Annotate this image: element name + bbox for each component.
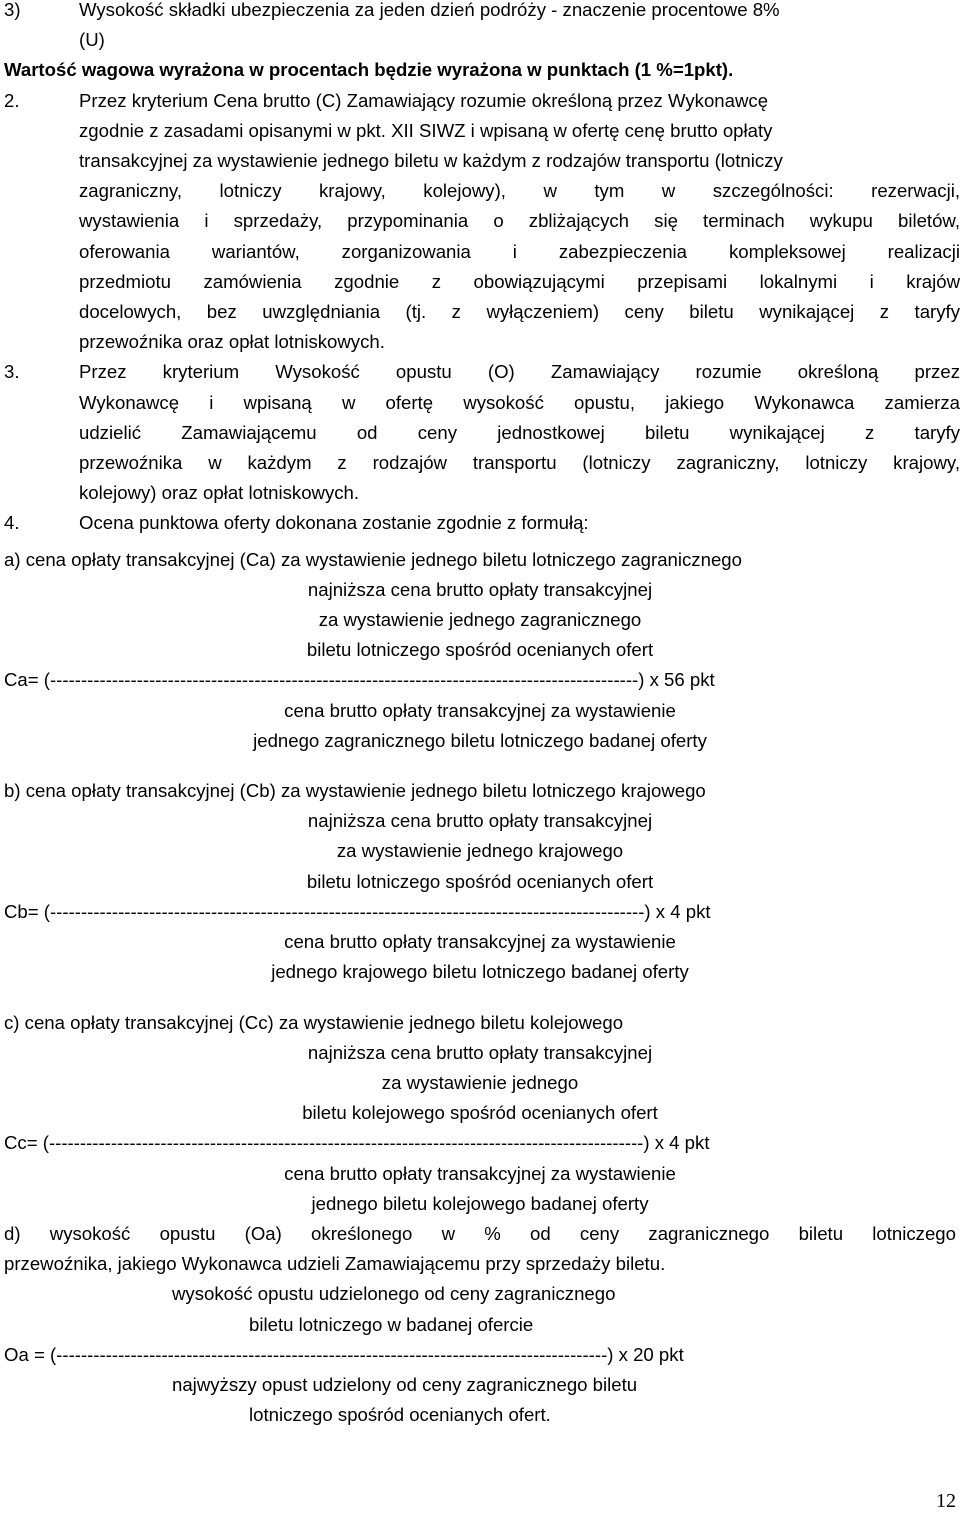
- formula-b-equation: Cb= (------------------------------------------------------------------------------------------------) x 4 pkt: [4, 900, 711, 922]
- formula-c-denominator: jednego biletu kolejowego badanej oferty: [311, 1192, 649, 1214]
- paragraph-3-line: Wykonawcę i wpisaną w ofertę wysokość opustu, jakiego Wykonawca zamierza: [79, 391, 960, 413]
- formula-b-numerator: za wystawienie jednego krajowego: [336, 840, 624, 862]
- formula-a-numerator: najniższa cena brutto opłaty transakcyjnej: [307, 578, 653, 600]
- formula-d-denominator: najwyższy opust udzielony od ceny zagranicznego biletu: [172, 1373, 638, 1395]
- formula-c-heading: c) cena opłaty transakcyjnej (Cc) za wystawienie jednego biletu kolejowego: [4, 1011, 624, 1033]
- item-3-line-1: 3) Wysokość składki ubezpieczenia za jeden dzień podróży - znaczenie procentowe 8%: [0, 0, 960, 25]
- formula-a-numerator: biletu lotniczego spośród ocenianych ofert: [306, 639, 654, 661]
- paragraph-2: [0, 86, 960, 358]
- formula-a-denominator: jednego zagranicznego biletu lotniczego badanej oferty: [253, 729, 707, 751]
- item-3-number: 3): [4, 0, 21, 20]
- formula-b-heading: b) cena opłaty transakcyjnej (Cb) za wystawienie jednego biletu lotniczego krajowego: [4, 780, 706, 802]
- paragraph-2-line: wystawienia i sprzedaży, przypominania o zbliżających się terminach wykupu biletów,: [79, 210, 960, 232]
- paragraph-2-line: oferowania wariantów, zorganizowania i zabezpieczenia kompleksowej realizacji: [79, 240, 960, 262]
- formula-a-denominator: cena brutto opłaty transakcyjnej za wystawienie: [284, 699, 676, 721]
- paragraph-2-line: docelowych, bez uwzględniania (tj. z wyłączeniem) ceny biletu wynikającej z taryfy: [79, 301, 960, 323]
- paragraph-2-line: zgodnie z zasadami opisanymi w pkt. XII SIWZ i wpisaną w ofertę cenę brutto opłaty: [79, 119, 773, 141]
- paragraph-2-number: 2.: [4, 89, 20, 111]
- page-number: 12: [936, 1490, 956, 1512]
- weight-note: Wartość wagowa wyrażona w procentach będzie wyrażona w punktach (1 %=1pkt).: [4, 59, 734, 81]
- formula-a-equation: Ca= (-----------------------------------------------------------------------------------------------) x 56 pkt: [4, 669, 715, 691]
- paragraph-2-line: przedmiotu zamówienia zgodnie z obowiązującymi przepisami lokalnymi i krajów: [79, 270, 960, 292]
- paragraph-2-line: 2. Przez kryterium Cena brutto (C) Zamawiający rozumie określoną przez Wykonawcę: [0, 86, 960, 116]
- paragraph-2-line: przewoźnika oraz opłat lotniskowych.: [79, 331, 385, 353]
- formula-c-numerator: najniższa cena brutto opłaty transakcyjnej: [307, 1041, 653, 1063]
- formula-d-heading: przewoźnika, jakiego Wykonawca udzieli Zamawiającemu przy sprzedaży biletu.: [4, 1253, 666, 1275]
- formula-b-numerator: biletu lotniczego spośród ocenianych ofert: [306, 870, 654, 892]
- formula-b: [0, 776, 960, 987]
- formula-c: [0, 1008, 960, 1219]
- paragraph-3-number: 3.: [4, 361, 20, 383]
- formula-b-denominator: cena brutto opłaty transakcyjnej za wystawienie: [284, 931, 676, 953]
- paragraph-3: [0, 357, 960, 508]
- formula-d: [0, 1219, 960, 1430]
- formula-c-numerator: za wystawienie jednego: [381, 1071, 579, 1093]
- formula-c-numerator: biletu kolejowego spośród ocenianych ofert: [302, 1102, 658, 1124]
- paragraph-2-line: transakcyjnej za wystawienie jednego biletu w każdym z rodzajów transportu (lotniczy: [79, 150, 783, 172]
- item-3-line-2: (U): [79, 29, 105, 51]
- paragraph-3-line: przewoźnika w każdym z rodzajów transportu (lotniczy zagraniczny, lotniczy krajowy,: [79, 452, 960, 474]
- formula-b-denominator: jednego krajowego biletu lotniczego badanej oferty: [271, 961, 689, 983]
- paragraph-4: 4. Ocena punktowa oferty dokonana zostanie zgodnie z formułą:: [0, 508, 960, 538]
- formula-c-denominator: cena brutto opłaty transakcyjnej za wystawienie: [284, 1162, 676, 1184]
- formula-d-equation: Oa = (-----------------------------------------------------------------------------------------) x 20 pkt: [4, 1343, 684, 1365]
- paragraph-3-line: kolejowy) oraz opłat lotniskowych.: [79, 482, 360, 504]
- formula-c-equation: Cc= (------------------------------------------------------------------------------------------------) x 4 pkt: [4, 1132, 710, 1154]
- formula-b-numerator: najniższa cena brutto opłaty transakcyjnej: [307, 810, 653, 832]
- formula-a: [0, 545, 960, 756]
- formula-d-heading: d) wysokość opustu (Oa) określonego w % od ceny zagranicznego biletu lotniczego: [4, 1222, 956, 1244]
- formula-d-denominator: lotniczego spośród ocenianych ofert.: [249, 1404, 551, 1426]
- paragraph-3-line: 3. Przez kryterium Wysokość opustu (O) Zamawiający rozumie określoną przez: [0, 357, 960, 387]
- formula-a-heading: a) cena opłaty transakcyjnej (Ca) za wystawienie jednego biletu lotniczego zagranicznego: [4, 548, 742, 570]
- formula-d-numerator: wysokość opustu udzielonego od ceny zagranicznego: [172, 1283, 616, 1305]
- paragraph-4-number: 4.: [4, 512, 20, 534]
- paragraph-2-line: zagraniczny, lotniczy krajowy, kolejowy), w tym w szczególności: rezerwacji,: [79, 180, 960, 202]
- formula-d-numerator: biletu lotniczego w badanej ofercie: [249, 1313, 534, 1335]
- formula-a-numerator: za wystawienie jednego zagranicznego: [318, 609, 642, 631]
- paragraph-3-line: udzielić Zamawiającemu od ceny jednostkowej biletu wynikającej z taryfy: [79, 421, 960, 443]
